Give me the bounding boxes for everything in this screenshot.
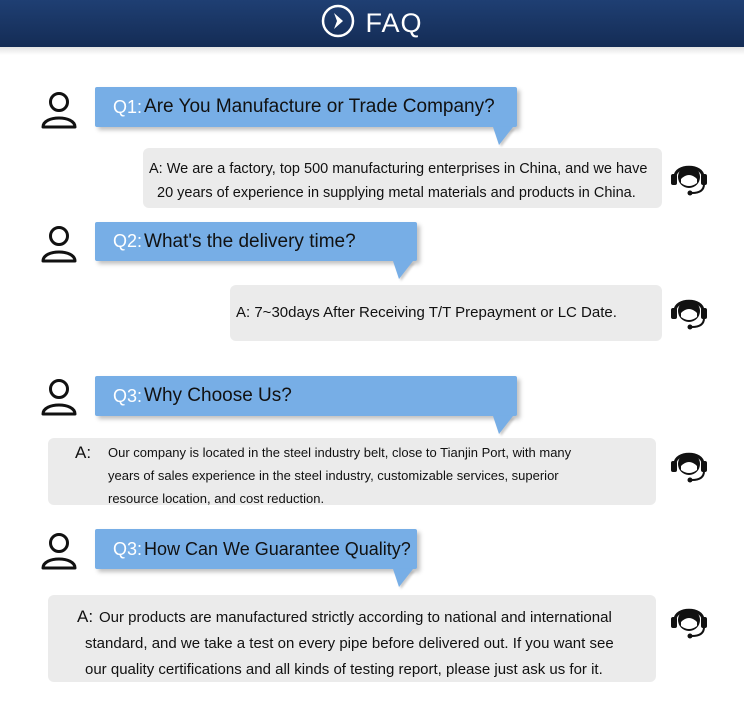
answer-text: A: 7~30days After Receiving T/T Prepayment or LC Date. xyxy=(236,304,617,321)
user-icon xyxy=(40,91,78,134)
headset-support-icon xyxy=(668,155,710,202)
answer-text: Our company is located in the steel industry belt, close to Tianjin Port, with many years of sales experience in the steel industry, customizable services, superior resource location, and cost reduction. xyxy=(108,445,572,506)
user-icon xyxy=(40,225,78,268)
question-number: Q3: xyxy=(113,538,143,559)
question-bubble-tail xyxy=(493,127,513,145)
question-bubble xyxy=(95,87,517,127)
answer-text: A: We are a factory, top 500 manufacturing enterprises in China, and we have 20 years of experience in supplying metal materials and products in China. xyxy=(149,161,648,201)
question-bubble-tail xyxy=(493,416,513,434)
user-icon xyxy=(40,532,78,575)
user-icon xyxy=(40,378,78,421)
header-shadow xyxy=(0,47,744,55)
question-text: Why Choose Us? xyxy=(144,385,292,406)
answer-text: Our products are manufactured strictly according to national and international standard, and we take a test on every pipe before delivered out. If you want see our quality certifications and all kinds of testing report, please just ask us for it. xyxy=(85,609,614,678)
headset-support-icon xyxy=(668,289,710,336)
headset-support-icon xyxy=(668,442,710,489)
question-number: Q3: xyxy=(113,385,143,406)
answer-marker: A: xyxy=(75,443,92,462)
question-bubble xyxy=(95,529,417,569)
headset-support-icon xyxy=(668,598,710,645)
question-text: What's the delivery time? xyxy=(144,230,356,252)
question-bubble xyxy=(95,376,517,416)
question-text: How Can We Guarantee Quality? xyxy=(144,538,411,559)
answer-marker: A: xyxy=(77,607,94,626)
question-bubble-tail xyxy=(393,261,413,279)
question-number: Q1: xyxy=(113,96,143,117)
question-bubble xyxy=(95,222,417,261)
question-number: Q2: xyxy=(113,231,143,251)
faq-header xyxy=(0,0,744,47)
chevron-right-circle-icon xyxy=(321,4,355,43)
page-title: FAQ xyxy=(365,8,423,38)
question-bubble-tail xyxy=(393,569,413,587)
question-text: Are You Manufacture or Trade Company? xyxy=(144,96,495,117)
